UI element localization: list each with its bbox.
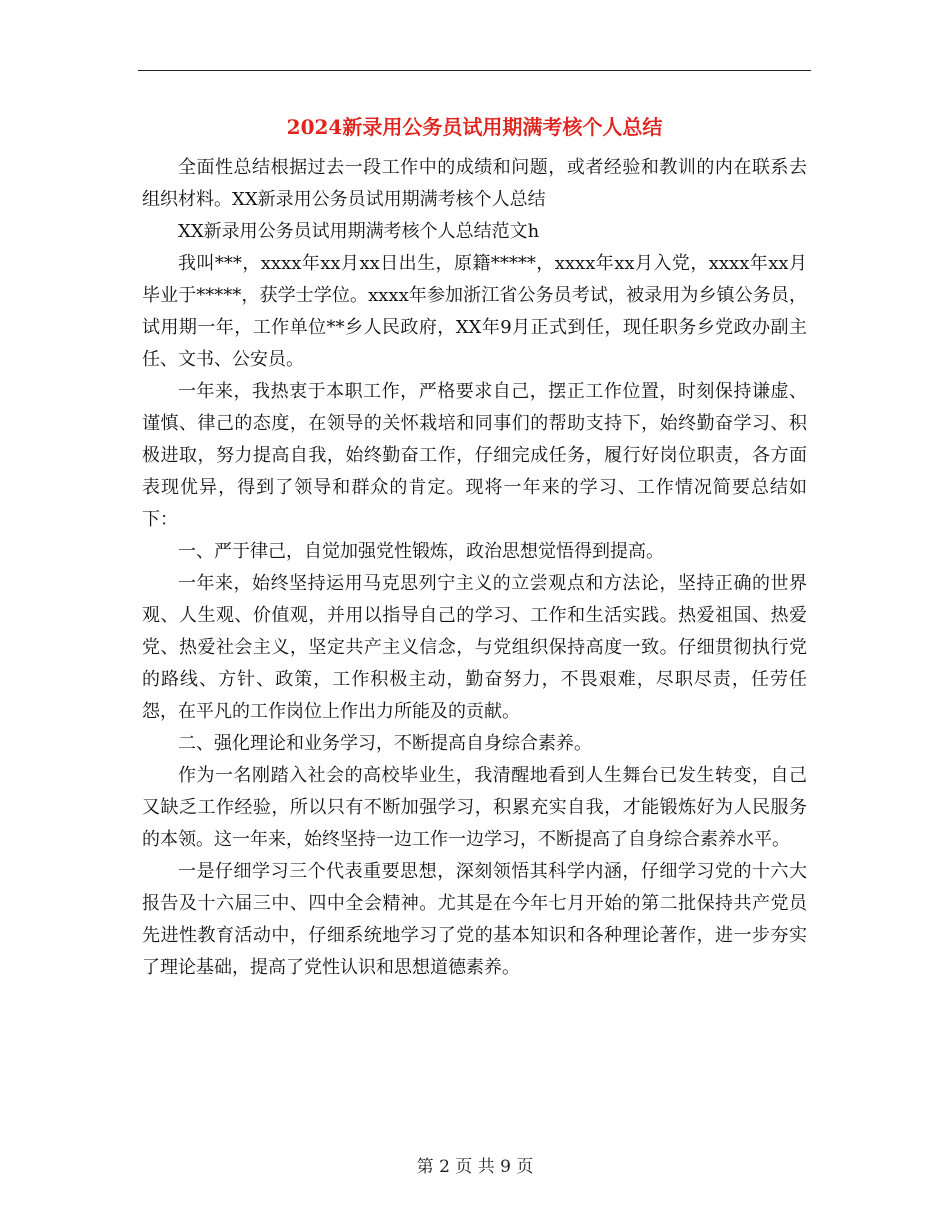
paragraph-overview: 一年来，我热衷于本职工作，严格要求自己，摆正工作位置，时刻保持谦虚、谨慎、律己的态度，在领导的关怀栽培和同事们的帮助支持下，始终勤奋学习、积极进取，努力提高自我，始终勤奋工作，仔细完成任务，履行好岗位职责，各方面表现优异，得到了领导和群众的肯定。现将一年来的学习、工作情况简要总结如下： <box>142 381 807 530</box>
document-title: 2024新录用公务员试用期满考核个人总结 <box>286 115 663 139</box>
paragraph-section-1: 一年来，始终坚持运用马克思列宁主义的立尝观点和方法论，坚持正确的世界观、人生观、价值观，并用以指导自己的学习、工作和生活实践。热爱祖国、热爱党、热爱社会主义，坚定共产主义信念，与党组织保持高度一致。仔细贯彻执行党的路线、方针、政策，工作积极主动，勤奋努力，不畏艰难，尽职尽责，任劳任怨，在平凡的工作岗位上作出力所能及的贡献。 <box>142 573 807 722</box>
document-body <box>142 152 807 984</box>
page-number-footer: 第 2 页 共 9 页 <box>416 1157 534 1177</box>
header-rule <box>138 70 811 71</box>
section-heading-1: 一、严于律己，自觉加强党性锻炼，政治思想觉悟得到提高。 <box>178 541 664 562</box>
paragraph-section-2: 作为一名刚踏入社会的高校毕业生，我清醒地看到人生舞台已发生转变，自己又缺乏工作经验，所以只有不断加强学习，积累充实自我，才能锻炼好为人民服务的本领。这一年来，始终坚持一边工作一边学习，不断提高了自身综合素养水平。 <box>142 765 807 850</box>
paragraph-personal-info: 我叫***，xxxx年xx月xx日出生，原籍*****，xxxx年xx月入党，xxxx年xx月毕业于*****，获学士学位。xxxx年参加浙江省公务员考试，被录用为乡镇公务员，试用期一年，工作单位**乡人民政府，XX年9月正式到任，现任职务乡党政办副主任、文书、公安员。 <box>142 253 807 370</box>
paragraph-section-2-item-1: 一是仔细学习三个代表重要思想，深刻领悟其科学内涵，仔细学习党的十六大报告及十六届三中、四中全会精神。尤其是在今年七月开始的第二批保持共产党员先进性教育活动中，仔细系统地学习了党的基本知识和各种理论著作，进一步夯实了理论基础，提高了党性认识和思想道德素养。 <box>142 861 807 978</box>
paragraph-intro: 全面性总结根据过去一段工作中的成绩和问题，或者经验和教训的内在联系去组织材料。XX新录用公务员试用期满考核个人总结 <box>142 157 807 210</box>
paragraph-subtitle: XX新录用公务员试用期满考核个人总结范文h <box>178 221 540 242</box>
section-heading-2: 二、强化理论和业务学习，不断提高自身综合素养。 <box>178 733 592 754</box>
